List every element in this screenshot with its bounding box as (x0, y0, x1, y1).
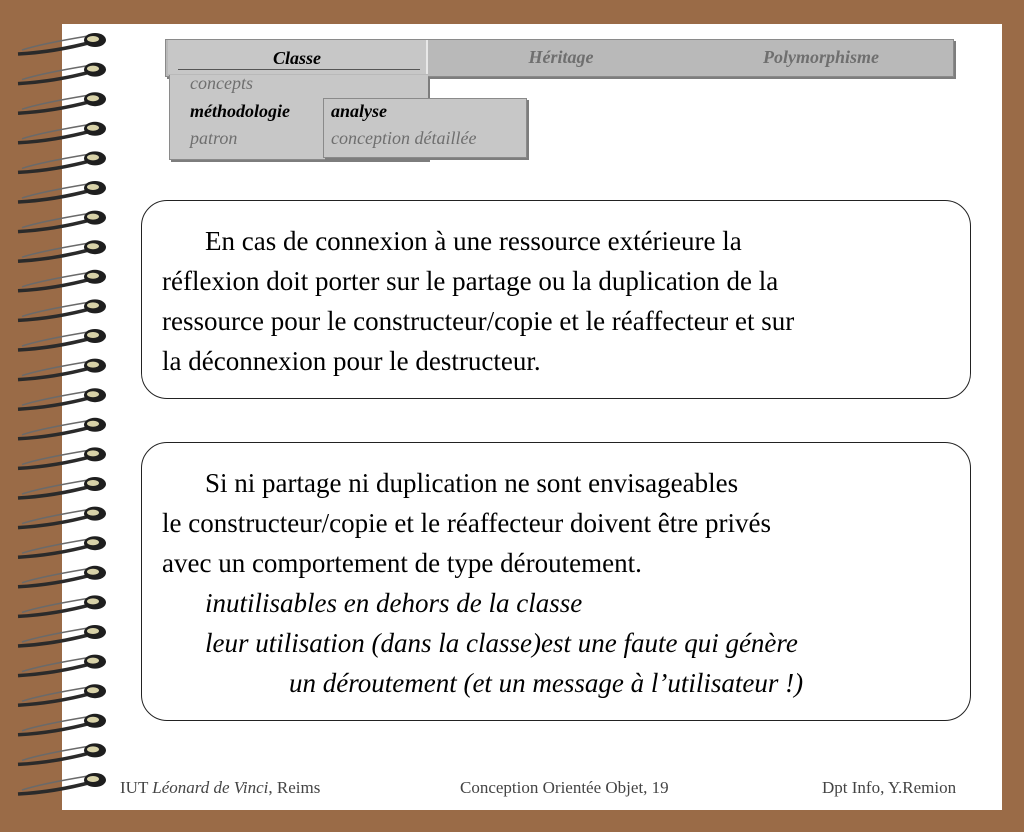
spiral-wire-highlight (22, 480, 88, 494)
spiral-wire-highlight (22, 214, 88, 228)
spiral-hole-shine (87, 302, 99, 308)
spiral-wire-highlight (22, 184, 88, 198)
spiral-hole-shine (87, 658, 99, 664)
footer-iut: IUT (120, 778, 153, 797)
spiral-hole-shine (87, 628, 99, 634)
box2-line-2: le constructeur/copie et le réaffecteur doivent être privés (162, 508, 771, 538)
spiral-hole-shine (87, 154, 99, 160)
spiral-hole-shine (87, 717, 99, 723)
spiral-wire-highlight (22, 391, 88, 405)
spiral-wire-highlight (22, 776, 88, 790)
spiral-wire-highlight (22, 95, 88, 109)
spiral-wire-highlight (22, 658, 88, 672)
spiral-wire-highlight (22, 687, 88, 701)
box2-line-4: inutilisables en dehors de la classe (205, 588, 583, 618)
spiral-wire-highlight (22, 717, 88, 731)
spiral-hole-shine (87, 391, 99, 397)
submenu-item-methodologie[interactable]: méthodologie (190, 101, 290, 121)
spiral-wire-highlight (22, 36, 88, 50)
spiral-wire-highlight (22, 332, 88, 346)
spiral-wire-highlight (22, 510, 88, 524)
submenu-item-concepts[interactable]: concepts (190, 73, 253, 93)
spiral-wire-highlight (22, 302, 88, 316)
spiral-hole-shine (87, 66, 99, 72)
box1-line-4: la déconnexion pour le destructeur. (162, 346, 541, 376)
spiral-wire-highlight (22, 421, 88, 435)
spiral-hole-shine (87, 539, 99, 545)
box1-line-3: ressource pour le constructeur/copie et le réaffecteur et sur (162, 306, 795, 336)
spiral-wire-highlight (22, 746, 88, 760)
spiral-hole-shine (87, 598, 99, 604)
box2-line-5: leur utilisation (dans la classe)est une faute qui génère (205, 628, 798, 658)
spiral-hole-shine (87, 510, 99, 516)
footer-institution (120, 778, 320, 798)
footer-department: Dpt Info, Y.Remion (822, 778, 957, 797)
footer-leonard: Léonard de Vinci (152, 778, 269, 797)
box1-line-2: réflexion doit porter sur le partage ou la duplication de la (162, 266, 779, 296)
spiral-hole-shine (87, 687, 99, 693)
spiral-hole-shine (87, 214, 99, 220)
footer-course: Conception Orientée Objet, 19 (460, 778, 669, 797)
submenu-item-conception-detaillee[interactable]: conception détaillée (331, 128, 477, 148)
spiral-wire-highlight (22, 154, 88, 168)
spiral-hole-shine (87, 421, 99, 427)
spiral-wire-highlight (22, 66, 88, 80)
spiral-hole-shine (87, 746, 99, 752)
spiral-hole-shine (87, 125, 99, 131)
tab-polymorphisme-label: Polymorphisme (763, 47, 879, 67)
spiral-wire-highlight (22, 450, 88, 464)
submenu-level2 (323, 98, 527, 158)
tab-bar (165, 39, 954, 77)
box2-line-1: Si ni partage ni duplication ne sont envisageables (205, 468, 739, 498)
spiral-hole-shine (87, 480, 99, 486)
spiral-wire-highlight (22, 539, 88, 553)
spiral-wire-highlight (22, 243, 88, 257)
tab-heritage-label: Héritage (528, 47, 594, 67)
spiral-hole-shine (87, 362, 99, 368)
box2-line-3: avec un comportement de type déroutement. (162, 548, 642, 578)
box1-line-1: En cas de connexion à une ressource extérieure la (205, 226, 742, 256)
spiral-wire-highlight (22, 628, 88, 642)
spiral-hole-shine (87, 776, 99, 782)
spiral-hole-shine (87, 36, 99, 42)
spiral-wire-highlight (22, 598, 88, 612)
submenu-item-patron[interactable]: patron (190, 128, 238, 148)
box2-line-6: un déroutement (et un message à l’utilisateur !) (289, 668, 804, 698)
tab-classe[interactable] (168, 40, 428, 74)
spiral-wire-highlight (22, 125, 88, 139)
footer-reims: , Reims (268, 778, 321, 797)
spiral-hole-shine (87, 184, 99, 190)
submenu-item-analyse[interactable]: analyse (331, 101, 387, 121)
spiral-wire-highlight (22, 362, 88, 376)
spiral-hole-shine (87, 273, 99, 279)
spiral-hole-shine (87, 243, 99, 249)
spiral-hole-shine (87, 450, 99, 456)
text-box-privatisation (141, 442, 971, 721)
spiral-wire-highlight (22, 569, 88, 583)
spiral-hole-shine (87, 569, 99, 575)
tab-polymorphisme[interactable] (706, 40, 936, 74)
text-box-connexion (141, 200, 971, 399)
spiral-hole-shine (87, 332, 99, 338)
spiral-binding (0, 28, 125, 808)
tab-heritage[interactable] (466, 40, 656, 74)
tab-classe-label: Classe (272, 48, 321, 68)
spiral-wire-highlight (22, 273, 88, 287)
spiral-hole-shine (87, 95, 99, 101)
